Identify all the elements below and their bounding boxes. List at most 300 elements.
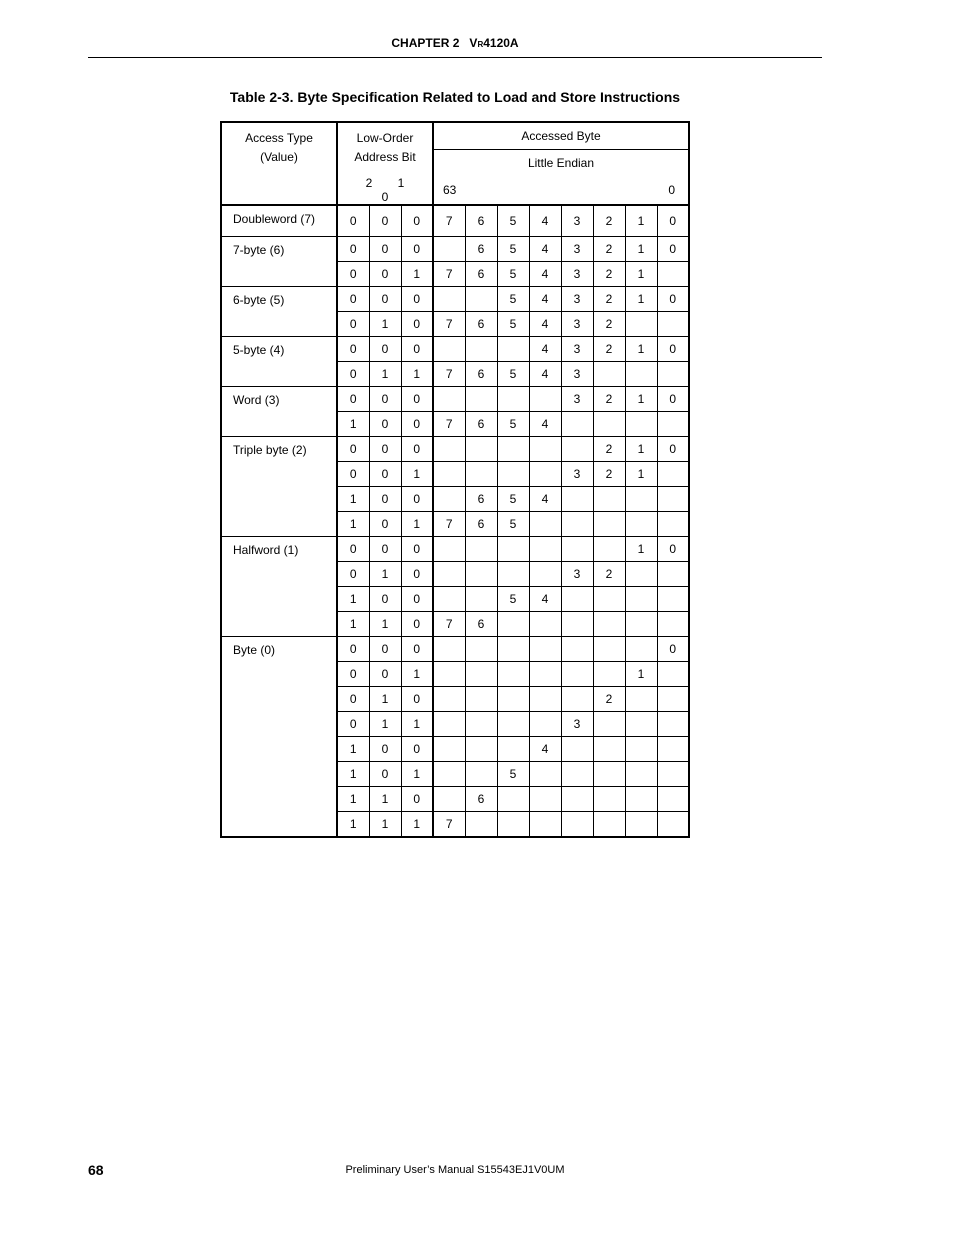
byte-cell [497,387,529,412]
byte-cell [625,637,657,662]
byte-cell: 6 [465,787,497,812]
byte-cell [625,312,657,337]
byte-cell: 1 [625,537,657,562]
byte-cell [433,387,465,412]
byte-cell [625,487,657,512]
byte-cell [465,637,497,662]
address-bit-cell: 0 [401,562,433,587]
byte-cell: 3 [561,362,593,387]
byte-cell: 5 [497,762,529,787]
vr-subscript: R [477,40,484,49]
byte-cell [433,287,465,312]
byte-cell [465,662,497,687]
byte-cell [657,737,689,762]
byte-cell: 0 [657,387,689,412]
table-row [221,387,689,412]
address-bit-cell: 1 [369,312,401,337]
byte-cell [561,537,593,562]
byte-cell [561,412,593,437]
byte-cell [593,412,625,437]
byte-low-label: 0 [668,183,675,197]
byte-cell [625,787,657,812]
byte-cell: 2 [593,687,625,712]
byte-cell: 3 [561,312,593,337]
address-bit-cell: 1 [401,662,433,687]
address-bit-cell: 0 [337,437,369,462]
address-bit-cell: 0 [337,337,369,362]
address-bit-cell: 1 [337,787,369,812]
address-bit-cell: 1 [337,812,369,838]
byte-cell [593,712,625,737]
byte-cell: 7 [433,612,465,637]
byte-cell [593,812,625,838]
low-order-header [337,122,433,176]
address-bit-cell: 1 [401,462,433,487]
address-bit-cell: 1 [401,762,433,787]
byte-cell [593,737,625,762]
address-bit-cell: 1 [401,362,433,387]
byte-cell [465,287,497,312]
byte-cell: 3 [561,237,593,262]
byte-cell [625,762,657,787]
byte-cell [657,262,689,287]
byte-cell [625,812,657,838]
address-bit-cell: 0 [337,562,369,587]
table-row [221,337,689,362]
byte-cell [561,687,593,712]
address-bit-cell: 0 [369,287,401,312]
address-bit-cell: 0 [369,587,401,612]
byte-cell [657,362,689,387]
address-bit-cell: 0 [369,237,401,262]
bit-number-header [337,176,433,205]
address-bit-cell: 0 [401,737,433,762]
byte-cell [625,712,657,737]
byte-cell: 2 [593,237,625,262]
byte-cell: 5 [497,487,529,512]
byte-cell [657,762,689,787]
byte-cell [497,537,529,562]
byte-cell [529,762,561,787]
byte-cell: 5 [497,512,529,537]
byte-cell [529,612,561,637]
address-bit-cell: 0 [401,537,433,562]
byte-cell: 4 [529,205,561,237]
address-bit-cell: 0 [337,237,369,262]
byte-cell [497,637,529,662]
byte-cell: 1 [625,387,657,412]
access-type-header-line2: (Value) [260,150,298,164]
byte-spec-table [220,121,690,838]
byte-cell [497,562,529,587]
byte-cell [593,787,625,812]
address-bit-cell: 1 [337,487,369,512]
access-type-cell: 5-byte (4) [221,337,337,387]
byte-cell [657,587,689,612]
address-bit-cell: 0 [401,337,433,362]
byte-cell [657,687,689,712]
byte-cell [433,437,465,462]
address-bit-cell: 0 [369,437,401,462]
address-bit-cell: 1 [369,812,401,838]
address-bit-cell: 0 [369,462,401,487]
byte-cell [433,587,465,612]
byte-cell [657,487,689,512]
byte-cell [657,662,689,687]
byte-cell [465,337,497,362]
address-bit-cell: 1 [369,612,401,637]
address-bit-cell: 0 [337,287,369,312]
byte-cell [465,462,497,487]
address-bit-cell: 0 [369,337,401,362]
byte-cell [625,512,657,537]
byte-cell [497,712,529,737]
byte-cell: 7 [433,362,465,387]
byte-cell [593,637,625,662]
access-type-cell: Byte (0) [221,637,337,838]
address-bit-cell: 1 [337,587,369,612]
bit1-header: 1 [397,176,405,190]
byte-cell [625,362,657,387]
byte-cell [657,412,689,437]
address-bit-cell: 0 [337,462,369,487]
byte-cell: 0 [657,537,689,562]
byte-cell [561,762,593,787]
byte-cell: 1 [625,462,657,487]
table-row [221,637,689,662]
byte-high-label: 63 [443,183,457,197]
byte-cell [657,312,689,337]
address-bit-cell: 0 [369,205,401,237]
byte-cell [433,762,465,787]
address-bit-cell: 0 [369,262,401,287]
byte-cell: 7 [433,205,465,237]
address-bit-cell: 1 [337,612,369,637]
byte-cell [497,812,529,838]
accessed-byte-header: Accessed Byte [433,122,689,150]
byte-cell: 0 [657,337,689,362]
low-order-header-line2: Address Bit [354,150,416,164]
address-bit-cell: 0 [369,637,401,662]
page-header [88,36,822,50]
byte-cell: 4 [529,237,561,262]
address-bit-cell: 1 [369,687,401,712]
byte-cell: 0 [657,205,689,237]
byte-cell [465,737,497,762]
byte-cell [593,512,625,537]
byte-cell [625,412,657,437]
byte-cell [529,687,561,712]
model-number: 4120A [483,36,519,50]
byte-cell: 3 [561,712,593,737]
byte-cell [497,787,529,812]
byte-cell [465,562,497,587]
access-type-cell: Doubleword (7) [221,205,337,237]
byte-cell [561,587,593,612]
byte-cell: 2 [593,205,625,237]
byte-cell [625,612,657,637]
byte-cell [561,787,593,812]
address-bit-cell: 0 [337,662,369,687]
access-type-cell: Word (3) [221,387,337,437]
byte-cell: 4 [529,587,561,612]
byte-cell [593,487,625,512]
byte-cell [529,787,561,812]
byte-cell [561,612,593,637]
byte-cell: 1 [625,287,657,312]
address-bit-cell: 1 [401,812,433,838]
vr-prefix: V [469,36,478,50]
access-type-cell: Halfword (1) [221,537,337,637]
byte-cell: 5 [497,312,529,337]
address-bit-cell: 0 [369,412,401,437]
byte-range-header [433,176,689,205]
byte-cell [657,512,689,537]
byte-cell: 2 [593,337,625,362]
byte-cell: 1 [625,337,657,362]
address-bit-cell: 0 [401,687,433,712]
byte-cell: 4 [529,737,561,762]
byte-cell [433,712,465,737]
byte-cell [497,662,529,687]
byte-cell [529,512,561,537]
address-bit-cell: 1 [337,512,369,537]
address-bit-cell: 0 [401,412,433,437]
byte-cell [433,537,465,562]
access-type-cell: Triple byte (2) [221,437,337,537]
address-bit-cell: 1 [337,762,369,787]
table-row [221,437,689,462]
byte-cell [465,762,497,787]
byte-cell [657,462,689,487]
byte-cell: 7 [433,512,465,537]
access-type-cell: 7-byte (6) [221,237,337,287]
address-bit-cell: 0 [369,662,401,687]
byte-cell: 7 [433,312,465,337]
byte-cell: 0 [657,237,689,262]
byte-cell [433,337,465,362]
byte-cell [433,237,465,262]
byte-cell [625,737,657,762]
byte-cell: 5 [497,587,529,612]
byte-cell [497,462,529,487]
byte-cell [433,637,465,662]
byte-cell: 3 [561,387,593,412]
byte-cell: 5 [497,287,529,312]
byte-cell: 6 [465,412,497,437]
chapter-label: CHAPTER 2 [391,36,460,50]
byte-cell [465,587,497,612]
byte-cell: 5 [497,412,529,437]
address-bit-cell: 0 [337,262,369,287]
address-bit-cell: 1 [401,512,433,537]
page-number: 68 [88,1162,104,1178]
address-bit-cell: 0 [337,712,369,737]
byte-cell: 4 [529,287,561,312]
byte-cell [433,787,465,812]
byte-cell [433,737,465,762]
byte-cell [529,812,561,838]
table-row [221,537,689,562]
address-bit-cell: 1 [337,737,369,762]
byte-cell: 2 [593,287,625,312]
byte-cell [561,662,593,687]
byte-cell [561,487,593,512]
byte-cell [593,662,625,687]
byte-cell: 3 [561,462,593,487]
table-caption: Table 2-3. Byte Specification Related to Load and Store Instructions [229,89,681,105]
byte-cell: 6 [465,612,497,637]
byte-cell [625,687,657,712]
bit0-header: 0 [381,190,389,204]
byte-cell [465,437,497,462]
byte-cell [433,687,465,712]
address-bit-cell: 0 [337,312,369,337]
byte-cell: 2 [593,262,625,287]
address-bit-cell: 1 [337,412,369,437]
byte-cell: 1 [625,662,657,687]
byte-cell: 4 [529,312,561,337]
byte-cell: 4 [529,362,561,387]
byte-cell: 2 [593,387,625,412]
access-type-cell: 6-byte (5) [221,287,337,337]
byte-cell [465,712,497,737]
address-bit-cell: 0 [337,637,369,662]
address-bit-cell: 1 [369,562,401,587]
endian-header: Little Endian [433,150,689,177]
byte-cell [465,537,497,562]
address-bit-cell: 0 [401,437,433,462]
byte-cell [657,562,689,587]
byte-cell: 3 [561,337,593,362]
address-bit-cell: 0 [401,387,433,412]
byte-cell: 5 [497,237,529,262]
byte-cell [625,562,657,587]
byte-cell [529,637,561,662]
byte-cell: 6 [465,487,497,512]
byte-cell: 1 [625,262,657,287]
address-bit-cell: 1 [369,712,401,737]
address-bit-cell: 0 [401,312,433,337]
byte-cell: 1 [625,205,657,237]
byte-cell [433,662,465,687]
byte-cell [497,687,529,712]
address-bit-cell: 0 [401,487,433,512]
byte-cell [593,587,625,612]
byte-cell: 2 [593,562,625,587]
byte-cell: 3 [561,287,593,312]
address-bit-cell: 0 [369,762,401,787]
byte-cell: 7 [433,412,465,437]
byte-cell [593,537,625,562]
byte-cell [497,337,529,362]
table-row [221,237,689,262]
byte-cell: 0 [657,287,689,312]
byte-cell [529,437,561,462]
byte-cell [529,662,561,687]
address-bit-cell: 0 [337,387,369,412]
byte-cell: 0 [657,637,689,662]
byte-cell [497,437,529,462]
byte-cell [529,562,561,587]
table-body [221,205,689,837]
byte-cell [561,512,593,537]
byte-cell [561,812,593,838]
byte-cell: 2 [593,312,625,337]
byte-cell: 6 [465,362,497,387]
table-row [221,287,689,312]
address-bit-cell: 0 [401,205,433,237]
byte-cell: 1 [625,437,657,462]
address-bit-cell: 0 [401,587,433,612]
byte-cell: 2 [593,437,625,462]
byte-cell [657,812,689,838]
byte-cell [593,762,625,787]
byte-cell: 5 [497,362,529,387]
address-bit-cell: 1 [369,787,401,812]
byte-cell: 3 [561,205,593,237]
address-bit-cell: 0 [369,487,401,512]
access-type-header [221,122,337,205]
byte-cell: 7 [433,812,465,838]
address-bit-cell: 1 [401,262,433,287]
table-row [221,205,689,237]
byte-cell: 6 [465,312,497,337]
byte-cell [465,687,497,712]
address-bit-cell: 0 [337,687,369,712]
byte-cell [657,712,689,737]
byte-cell: 3 [561,262,593,287]
address-bit-cell: 1 [401,712,433,737]
byte-cell [529,462,561,487]
byte-cell: 5 [497,262,529,287]
byte-cell: 6 [465,237,497,262]
address-bit-cell: 0 [401,612,433,637]
byte-cell [593,362,625,387]
byte-cell: 7 [433,262,465,287]
byte-cell [529,712,561,737]
byte-cell [625,587,657,612]
address-bit-cell: 0 [401,287,433,312]
byte-cell [529,537,561,562]
byte-cell: 1 [625,237,657,262]
byte-cell [593,612,625,637]
byte-cell: 4 [529,262,561,287]
address-bit-cell: 0 [337,362,369,387]
byte-cell: 0 [657,437,689,462]
byte-cell: 6 [465,205,497,237]
byte-cell [561,737,593,762]
low-order-header-line1: Low-Order [356,131,414,145]
address-bit-cell: 0 [337,205,369,237]
address-bit-cell: 0 [337,537,369,562]
byte-cell [433,487,465,512]
byte-cell [561,437,593,462]
bit2-header: 2 [365,176,373,190]
byte-cell: 4 [529,412,561,437]
byte-cell [657,612,689,637]
byte-cell: 3 [561,562,593,587]
byte-cell: 2 [593,462,625,487]
byte-cell [497,737,529,762]
byte-cell [433,562,465,587]
byte-cell [657,787,689,812]
address-bit-cell: 0 [369,387,401,412]
byte-cell [529,387,561,412]
byte-cell: 4 [529,337,561,362]
address-bit-cell: 0 [401,237,433,262]
access-type-header-line1: Access Type [245,131,313,145]
